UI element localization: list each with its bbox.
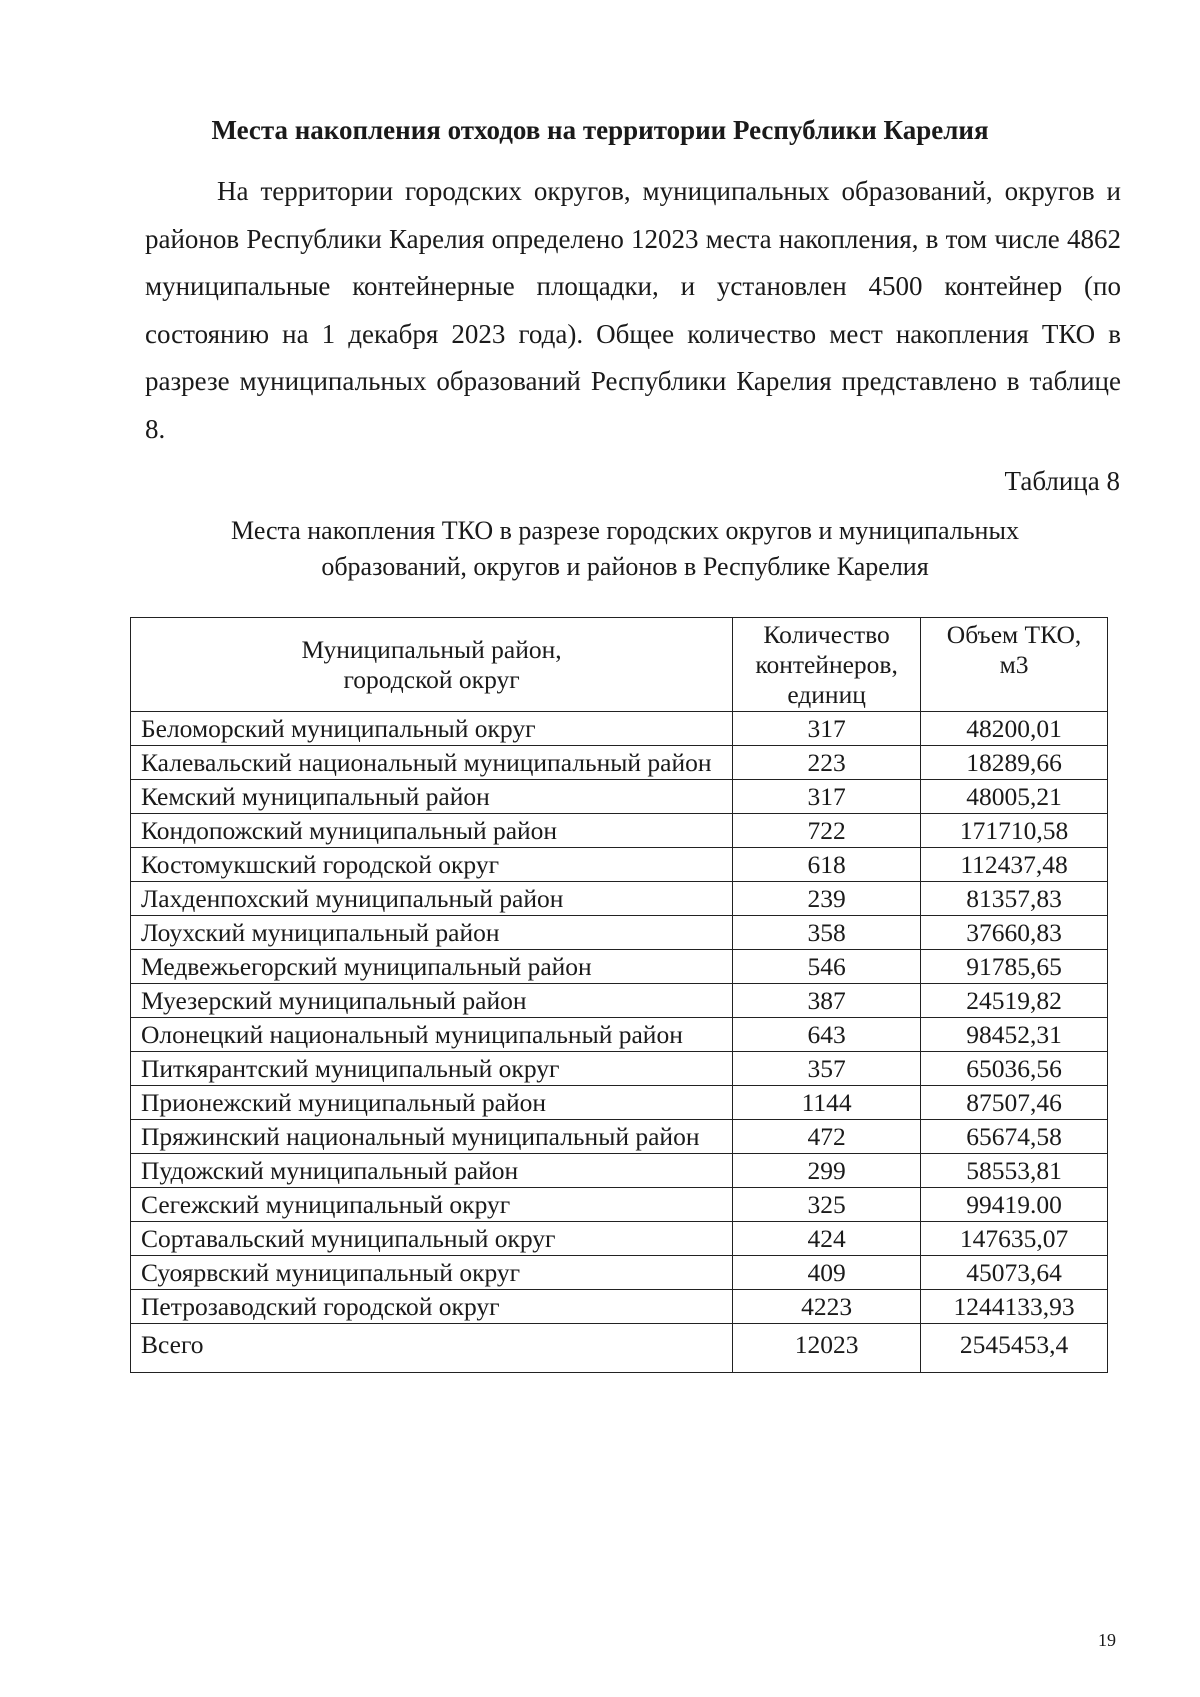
district-cell: Кемский муниципальный район: [131, 780, 733, 814]
table-row: [131, 1086, 1108, 1120]
header-district: Муниципальный район, городской округ: [131, 618, 733, 712]
volume-cell: 1244133,93: [921, 1290, 1108, 1324]
volume-cell: 87507,46: [921, 1086, 1108, 1120]
table-row: [131, 780, 1108, 814]
table-row: [131, 1256, 1108, 1290]
waste-sites-table: [130, 617, 1108, 1373]
container-count-cell: 424: [733, 1222, 921, 1256]
volume-cell: 45073,64: [921, 1256, 1108, 1290]
district-cell: Суоярвский муниципальный округ: [131, 1256, 733, 1290]
container-count-cell: 317: [733, 780, 921, 814]
district-cell: Костомукшский городской округ: [131, 848, 733, 882]
table-row: [131, 712, 1108, 746]
volume-cell: 91785,65: [921, 950, 1108, 984]
container-count-cell: 472: [733, 1120, 921, 1154]
container-count-cell: 223: [733, 746, 921, 780]
container-count-cell: 409: [733, 1256, 921, 1290]
district-cell: Пудожский муниципальный район: [131, 1154, 733, 1188]
district-cell: Муезерский муниципальный район: [131, 984, 733, 1018]
volume-cell: 37660,83: [921, 916, 1108, 950]
container-count-cell: 722: [733, 814, 921, 848]
district-cell: Беломорский муниципальный округ: [131, 712, 733, 746]
district-cell: Лахденпохский муниципальный район: [131, 882, 733, 916]
table-row: [131, 848, 1108, 882]
district-cell: Кондопожский муниципальный район: [131, 814, 733, 848]
volume-cell: 81357,83: [921, 882, 1108, 916]
district-cell: Медвежьегорский муниципальный район: [131, 950, 733, 984]
volume-cell: 58553,81: [921, 1154, 1108, 1188]
volume-cell: 171710,58: [921, 814, 1108, 848]
district-cell: Калевальский национальный муниципальный район: [131, 746, 733, 780]
total-volume: 2545453,4: [921, 1324, 1108, 1373]
volume-cell: 147635,07: [921, 1222, 1108, 1256]
table-row: [131, 1154, 1108, 1188]
container-count-cell: 317: [733, 712, 921, 746]
table-body: [131, 712, 1108, 1324]
volume-cell: 65674,58: [921, 1120, 1108, 1154]
district-cell: Олонецкий национальный муниципальный район: [131, 1018, 733, 1052]
table-row: [131, 814, 1108, 848]
container-count-cell: 357: [733, 1052, 921, 1086]
table-caption-line-2: образований, округов и районов в Республике Карелия: [321, 552, 929, 581]
table-row: [131, 950, 1108, 984]
district-cell: Прионежский муниципальный район: [131, 1086, 733, 1120]
intro-paragraph: На территории городских округов, муниципальных образований, округов и районов Республики Карелия определено 12023 места накопления, в том числе 4862 муниципальные контейнерные площадки, и установлен 4500 контейнер (по состоянию на 1 декабря 2023 года). Общее количество мест накопления ТКО в разрезе муниципальных образований Республики Карелия представлено в таблице 8.: [145, 176, 1121, 444]
table-header-row: [131, 618, 1108, 712]
table-row: [131, 1290, 1108, 1324]
header-volume: Объем ТКО, м3: [921, 618, 1108, 712]
table-row: [131, 1052, 1108, 1086]
header-container-count: Количество контейнеров, единиц: [733, 618, 921, 712]
page-heading: Места накопления отходов на территории Республики Карелия: [211, 115, 989, 145]
volume-cell: 112437,48: [921, 848, 1108, 882]
container-count-cell: 643: [733, 1018, 921, 1052]
container-count-cell: 4223: [733, 1290, 921, 1324]
total-count: 12023: [733, 1324, 921, 1373]
table-caption: [150, 513, 1100, 585]
container-count-cell: 325: [733, 1188, 921, 1222]
table-row: [131, 746, 1108, 780]
district-cell: Петрозаводский городской округ: [131, 1290, 733, 1324]
table-row: [131, 984, 1108, 1018]
volume-cell: 48005,21: [921, 780, 1108, 814]
table-total-row: [131, 1324, 1108, 1373]
table-row: [131, 1018, 1108, 1052]
table-row: [131, 1188, 1108, 1222]
volume-cell: 99419.00: [921, 1188, 1108, 1222]
container-count-cell: 1144: [733, 1086, 921, 1120]
container-count-cell: 358: [733, 916, 921, 950]
table-row: [131, 916, 1108, 950]
volume-cell: 98452,31: [921, 1018, 1108, 1052]
volume-cell: 48200,01: [921, 712, 1108, 746]
container-count-cell: 299: [733, 1154, 921, 1188]
container-count-cell: 618: [733, 848, 921, 882]
table-row: [131, 882, 1108, 916]
district-cell: Пряжинский национальный муниципальный район: [131, 1120, 733, 1154]
district-cell: Лоухский муниципальный район: [131, 916, 733, 950]
container-count-cell: 387: [733, 984, 921, 1018]
district-cell: Сегежский муниципальный округ: [131, 1188, 733, 1222]
table-caption-line-1: Места накопления ТКО в разрезе городских округов и муниципальных: [231, 516, 1019, 545]
container-count-cell: 546: [733, 950, 921, 984]
district-cell: Сортавальский муниципальный округ: [131, 1222, 733, 1256]
district-cell: Питкярантский муниципальный округ: [131, 1052, 733, 1086]
page-number: 19: [1098, 1630, 1116, 1650]
volume-cell: 18289,66: [921, 746, 1108, 780]
total-label: Всего: [131, 1324, 733, 1373]
table-row: [131, 1222, 1108, 1256]
table-label: Таблица 8: [1004, 466, 1120, 496]
table-row: [131, 1120, 1108, 1154]
container-count-cell: 239: [733, 882, 921, 916]
volume-cell: 65036,56: [921, 1052, 1108, 1086]
volume-cell: 24519,82: [921, 984, 1108, 1018]
